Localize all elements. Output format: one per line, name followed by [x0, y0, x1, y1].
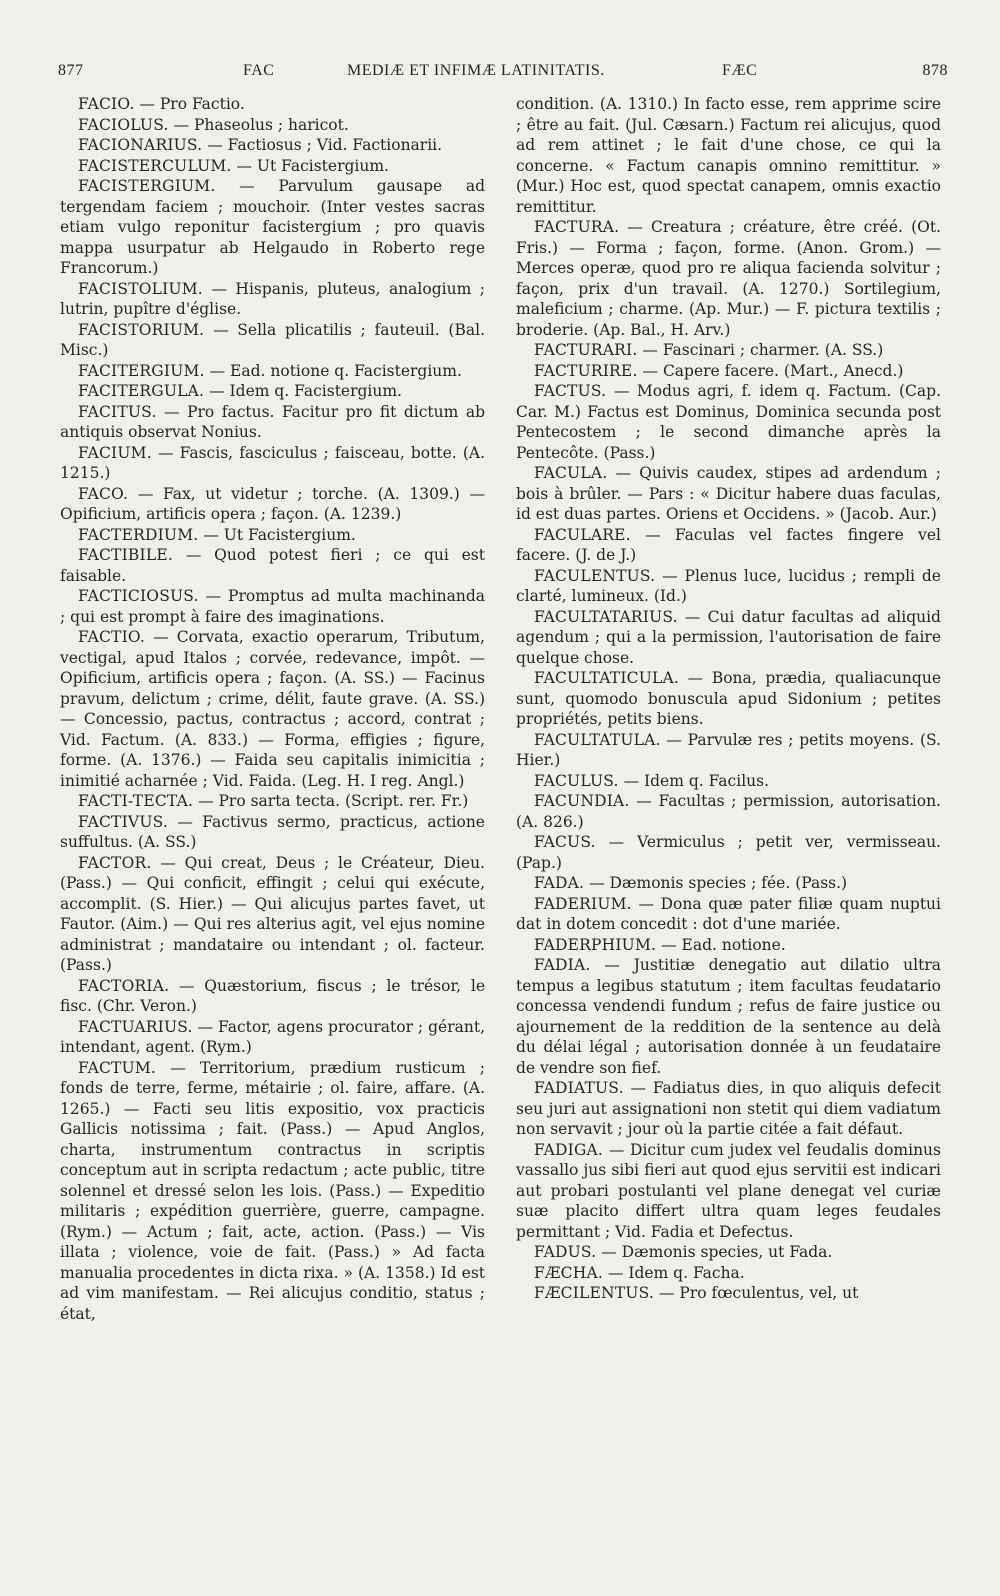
- dictionary-entry: [60, 402, 485, 443]
- entry-headword: FACTERDIUM.: [78, 525, 199, 544]
- entry-headword: FACTOR.: [78, 853, 152, 872]
- dictionary-entry: [516, 955, 941, 1078]
- dictionary-entry: [516, 730, 941, 771]
- entry-definition: — Cui datur facultas ad aliquid agendum ; qui a la permission, l'autorisation de faire quelque chose.: [516, 607, 941, 667]
- dictionary-entry: [60, 135, 485, 156]
- entry-definition: — Dona quæ pater filiæ quam nuptui dat in dotem concedit : dot d'une mariée.: [516, 894, 941, 933]
- entry-definition: — Factivus sermo, practicus, actione suffultus. (A. SS.): [60, 812, 485, 851]
- dictionary-entry: [516, 873, 941, 894]
- entry-definition: — Dæmonis species, ut Fada.: [601, 1243, 833, 1261]
- entry-headword: FACISTERCULUM.: [78, 156, 232, 175]
- left-page-number: 877: [58, 62, 84, 79]
- entry-definition: — Plenus luce, lucidus ; rempli de clarté, lumineux. (Id.): [516, 566, 941, 605]
- dictionary-entry: [516, 935, 941, 956]
- dictionary-entry: [516, 832, 941, 873]
- dictionary-entry: [516, 340, 941, 361]
- entry-headword: FACUNDIA.: [534, 792, 630, 810]
- entry-headword: FADA.: [534, 874, 585, 892]
- entry-definition: — Pro factus. Facitur pro fit dictum ab antiquis observat Nonius.: [60, 402, 485, 441]
- dictionary-entry: [516, 217, 941, 340]
- entry-headword: FACTURARI.: [534, 341, 638, 359]
- entry-headword: FADUS.: [534, 1243, 597, 1261]
- entry-definition: — Creatura ; créature, être créé. (Ot. Fris.) — Forma ; façon, forme. (Anon. Grom.) — Merces operæ, quod pro re aliqua facienda solvitur ; façon, prix d'un travail. (A. 1270.) Sortilegium, maleficium ; charme. (Ap. Mur.) — F. pictura textilis ; broderie. (Ap. Bal., H. Arv.): [516, 218, 941, 339]
- dictionary-entry: [60, 176, 485, 279]
- entry-definition: — Fascis, fasciculus ; faisceau, botte. (A. 1215.): [60, 443, 486, 482]
- entry-definition: — Parvulum gausape ad tergendam faciem ; mouchoir. (Inter vestes sacras etiam vulgo reponitur facistergium ; pro quavis mappa usurpatur ab Helgaudo in Roberto rege Francorum.): [60, 177, 486, 277]
- entry-headword: FACITERGIUM.: [78, 361, 205, 380]
- dictionary-entry: [516, 525, 941, 566]
- dictionary-entry: [60, 484, 485, 525]
- dictionary-entry: [516, 791, 941, 832]
- entry-definition: — Ead. notione.: [661, 935, 786, 954]
- dictionary-entry: [60, 381, 485, 402]
- entry-headword: FACIUM.: [78, 443, 152, 462]
- entry-definition: — Factiosus ; Vid. Factionarii.: [207, 136, 443, 154]
- entry-headword: FADERPHIUM.: [534, 935, 657, 954]
- entry-definition: — Quivis caudex, stipes ad ardendum ; bois à brûler. — Pars : « Dicitur habere duas faculas, id est duas partes. Oriens et Occidens. » (Jacob. Aur.): [516, 464, 941, 523]
- entry-definition: — Dicitur cum judex vel feudalis dominus vassallo jus sibi fieri aut quod ejus servitii est indicari aut probari postulanti vel plane denegat vel curiæ suæ placito differt ultra quam leges feudales permittant ; Vid. Fadia et Defectus.: [516, 1140, 941, 1241]
- entry-definition: — Facultas ; permission, autorisation. (A. 826.): [516, 792, 941, 831]
- dictionary-entry: [516, 1140, 941, 1243]
- entry-headword: FACIONARIUS.: [78, 136, 203, 154]
- dictionary-entry: [516, 668, 941, 730]
- entry-headword: FÆCHA.: [534, 1263, 603, 1282]
- right-page-number: 878: [922, 62, 948, 79]
- dictionary-entry: [516, 1242, 941, 1263]
- entry-definition: — Corvata, exactio operarum, Tributum, vectigal, apud Italos ; corvée, redevance, impôt. — Opificium, artificis opera ; façon. (A. SS.) — Facinus pravum, delictum ; crime, délit, faute grave. (A. SS.) — Concessio, pactus, contractus ; accord, contrat ; Vid. Factum. (A. 833.) — Forma, effigies ; figure, forme. (A. 1376.) — Faida seu capitalis inimicitia ; inimitié acharnée ; Vid. Faida. (Leg. H. I reg. Angl.): [60, 628, 485, 790]
- dictionary-entry: [60, 586, 485, 627]
- entry-definition: — Qui creat, Deus ; le Créateur, Dieu. (Pass.) — Qui conficit, effingit ; celui qui exécute, accomplit. (S. Hier.) — Qui alicujus partes favet, ut Fautor. (Aim.) — Qui res alterius agit, vel ejus nomine administrat ; mandataire ou intendant ; ol. facteur. (Pass.): [60, 853, 485, 974]
- dictionary-entry: [60, 1017, 485, 1058]
- entry-definition: condition. (A. 1310.) In facto esse, rem apprime scire ; être au fait. (Jul. Cæsarn.) Factum rei alicujus, quod ad rem attinet ; le fait d'une chose, ce qui la concerne. « Factum canapis omnino remittitur. » (Mur.) Hoc est, quod spectat canapem, omnis exactio remittitur.: [516, 95, 941, 216]
- entry-definition: — Idem q. Facha.: [607, 1263, 745, 1282]
- entry-headword: FADIA.: [534, 956, 591, 974]
- entry-headword: FACTUS.: [534, 382, 607, 400]
- entry-headword: FADERIUM.: [534, 894, 632, 913]
- entry-headword: FACUS.: [534, 833, 596, 851]
- right-column: [516, 94, 941, 1304]
- dictionary-entry: [60, 361, 485, 382]
- entry-definition: — Promptus ad multa machinanda ; qui est prompt à faire des imaginations.: [60, 587, 485, 626]
- entry-definition: — Capere facere. (Mart., Anecd.): [642, 361, 904, 380]
- entry-definition: — Justitiæ denegatio aut dilatio ultra tempus a legibus statutum ; item facultas feudatario concessa vendendi fundum ; refus de faire justice ou ajournement de la reddition de la sentence au delà du délai légal ; autorisation donnée à un feudataire de vendre son fief.: [516, 956, 941, 1077]
- entry-headword: FACTIVUS.: [78, 812, 168, 831]
- dictionary-entry: [516, 1283, 941, 1304]
- entry-headword: FACTIO.: [78, 628, 146, 646]
- dictionary-entry: [60, 115, 485, 136]
- entry-definition: — Factor, agens procurator ; gérant, intendant, agent. (Rym.): [60, 1017, 485, 1056]
- dictionary-entry: [516, 1263, 941, 1284]
- dictionary-entry: [516, 607, 941, 669]
- entry-definition: — Sella plicatilis ; fauteuil. (Bal. Misc.): [60, 320, 485, 359]
- dictionary-entry: [60, 525, 485, 546]
- entry-headword: FACTORIA.: [78, 976, 170, 995]
- entry-definition: — Ut Facistergium.: [203, 525, 356, 544]
- entry-definition: — Pro sarta tecta. (Script. rer. Fr.): [198, 792, 469, 810]
- entry-definition: — Dæmonis species ; fée. (Pass.): [589, 874, 848, 892]
- dictionary-entry: [60, 545, 485, 586]
- entry-headword: FACO.: [78, 484, 129, 503]
- entry-definition: — Pro Factio.: [139, 95, 245, 113]
- dictionary-entry: [60, 279, 485, 320]
- running-title: MEDIÆ ET INFIMÆ LATINITATIS.: [347, 62, 605, 79]
- entry-definition: — Fax, ut videtur ; torche. (A. 1309.) — Opificium, artificis opera ; façon. (A. 1239.): [60, 484, 485, 523]
- entry-headword: FACITUS.: [78, 402, 157, 421]
- entry-headword: FADIATUS.: [534, 1079, 624, 1097]
- dictionary-entry: [516, 381, 941, 463]
- dictionary-entry: [60, 976, 485, 1017]
- dictionary-entry: [60, 627, 485, 791]
- dictionary-entry: [60, 1058, 485, 1325]
- entry-headword: FACTICIOSUS.: [78, 587, 199, 605]
- entry-definition: — Fascinari ; charmer. (A. SS.): [642, 341, 884, 359]
- entry-headword: FACTURA.: [534, 218, 620, 236]
- entry-headword: FACULTATICULA.: [534, 669, 679, 687]
- entry-headword: FACIOLUS.: [78, 115, 169, 134]
- entry-headword: FACIO.: [78, 95, 135, 113]
- entry-definition: — Parvulæ res ; petits moyens. (S. Hier.): [516, 730, 942, 769]
- entry-definition: — Quæstorium, fiscus ; le trésor, le fisc. (Chr. Veron.): [60, 976, 485, 1015]
- entry-headword: FACTIBILE.: [78, 546, 173, 564]
- dictionary-entry: [60, 320, 485, 361]
- left-guide-word: FAC: [243, 62, 275, 79]
- dictionary-entry: [516, 361, 941, 382]
- dictionary-entry: [60, 156, 485, 177]
- dictionary-entry: [60, 812, 485, 853]
- entry-headword: FACULTATULA.: [534, 730, 661, 749]
- dictionary-entry: [516, 566, 941, 607]
- entry-headword: FACULUS.: [534, 771, 619, 790]
- entry-definition: — Idem q. Facistergium.: [209, 382, 402, 400]
- entry-headword: FACISTERGIUM.: [78, 177, 216, 195]
- entry-definition: — Ead. notione q. Facistergium.: [209, 361, 462, 380]
- entry-definition: — Ut Facistergium.: [236, 156, 389, 175]
- running-header: [58, 62, 948, 88]
- dictionary-entry: [60, 443, 485, 484]
- entry-headword: FACTI-TECTA.: [78, 792, 194, 810]
- dictionary-entry: [516, 463, 941, 525]
- entry-definition: — Phaseolus ; haricot.: [173, 115, 349, 134]
- dictionary-entry: [60, 94, 485, 115]
- entry-headword: FACULA.: [534, 464, 608, 482]
- entry-headword: FACTUARIUS.: [78, 1017, 193, 1036]
- entry-headword: FACULARE.: [534, 525, 631, 544]
- entry-headword: FACITERGULA.: [78, 382, 205, 400]
- entry-headword: FACULENTUS.: [534, 566, 656, 585]
- entry-headword: FACISTORIUM.: [78, 320, 205, 339]
- dictionary-entry: [60, 853, 485, 976]
- dictionary-entry: [516, 1078, 941, 1140]
- entry-definition: — Idem q. Facilus.: [623, 771, 770, 790]
- entry-definition: — Bona, prædia, qualiacunque sunt, quomodo bonuscula apud Sidonium ; petites propriétés, petits biens.: [516, 669, 941, 728]
- left-column: [60, 94, 485, 1324]
- entry-headword: FADIGA.: [534, 1140, 604, 1159]
- dictionary-entry: [516, 894, 941, 935]
- entry-definition: — Vermiculus ; petit ver, vermisseau. (Pap.): [516, 833, 941, 872]
- dictionary-entry: [60, 791, 485, 812]
- entry-definition: — Faculas vel factes fingere vel facere. (J. de J.): [516, 525, 941, 564]
- right-guide-word: FÆC: [722, 62, 758, 79]
- entry-headword: FACTUM.: [78, 1058, 157, 1077]
- entry-headword: FÆCILENTUS.: [534, 1284, 655, 1302]
- entry-definition: — Modus agri, f. idem q. Factum. (Cap. Car. M.) Factus est Dominus, Dominica secunda post Pentecostem ; le second dimanche après la Pentecôte. (Pass.): [516, 382, 941, 462]
- entry-headword: FACULTATARIUS.: [534, 607, 678, 626]
- dictionary-entry: [516, 771, 941, 792]
- entry-definition: — Fadiatus dies, in quo aliquis defecit seu juri aut assignationi non stetit qui diem vadiatum non servavit ; jour où la partie citée a fait défaut.: [516, 1079, 941, 1138]
- entry-definition: — Hispanis, pluteus, analogium ; lutrin, pupître d'église.: [60, 279, 485, 318]
- entry-headword: FACISTOLIUM.: [78, 279, 203, 298]
- entry-definition: — Pro fœculentus, vel, ut: [658, 1284, 859, 1302]
- entry-headword: FACTURIRE.: [534, 361, 638, 380]
- dictionary-entry: [516, 94, 941, 217]
- entry-definition: — Quod potest fieri ; ce qui est faisable.: [60, 546, 485, 585]
- entry-definition: — Territorium, prædium rusticum ; fonds de terre, ferme, métairie ; ol. faire, affare. (A. 1265.) — Facti seu litis expositio, vox practicis Gallicis notissima ; fait. (Pass.) — Apud Anglos, charta, instrumentum contractus in scriptis conceptum aut in scripta redactum ; acte public, titre solennel et dressé selon les lois. (Pass.) — Expeditio militaris ; expédition guerrière, guerre, campagne. (Rym.) — Actum ; fait, acte, action. (Pass.) — Vis illata ; violence, voie de fait. (Pass.) » Ad facta manualia procedentes in dicta rixa. » (A. 1358.) Id est ad vim manifestam. — Rei alicujus conditio, status ; état,: [60, 1058, 485, 1323]
